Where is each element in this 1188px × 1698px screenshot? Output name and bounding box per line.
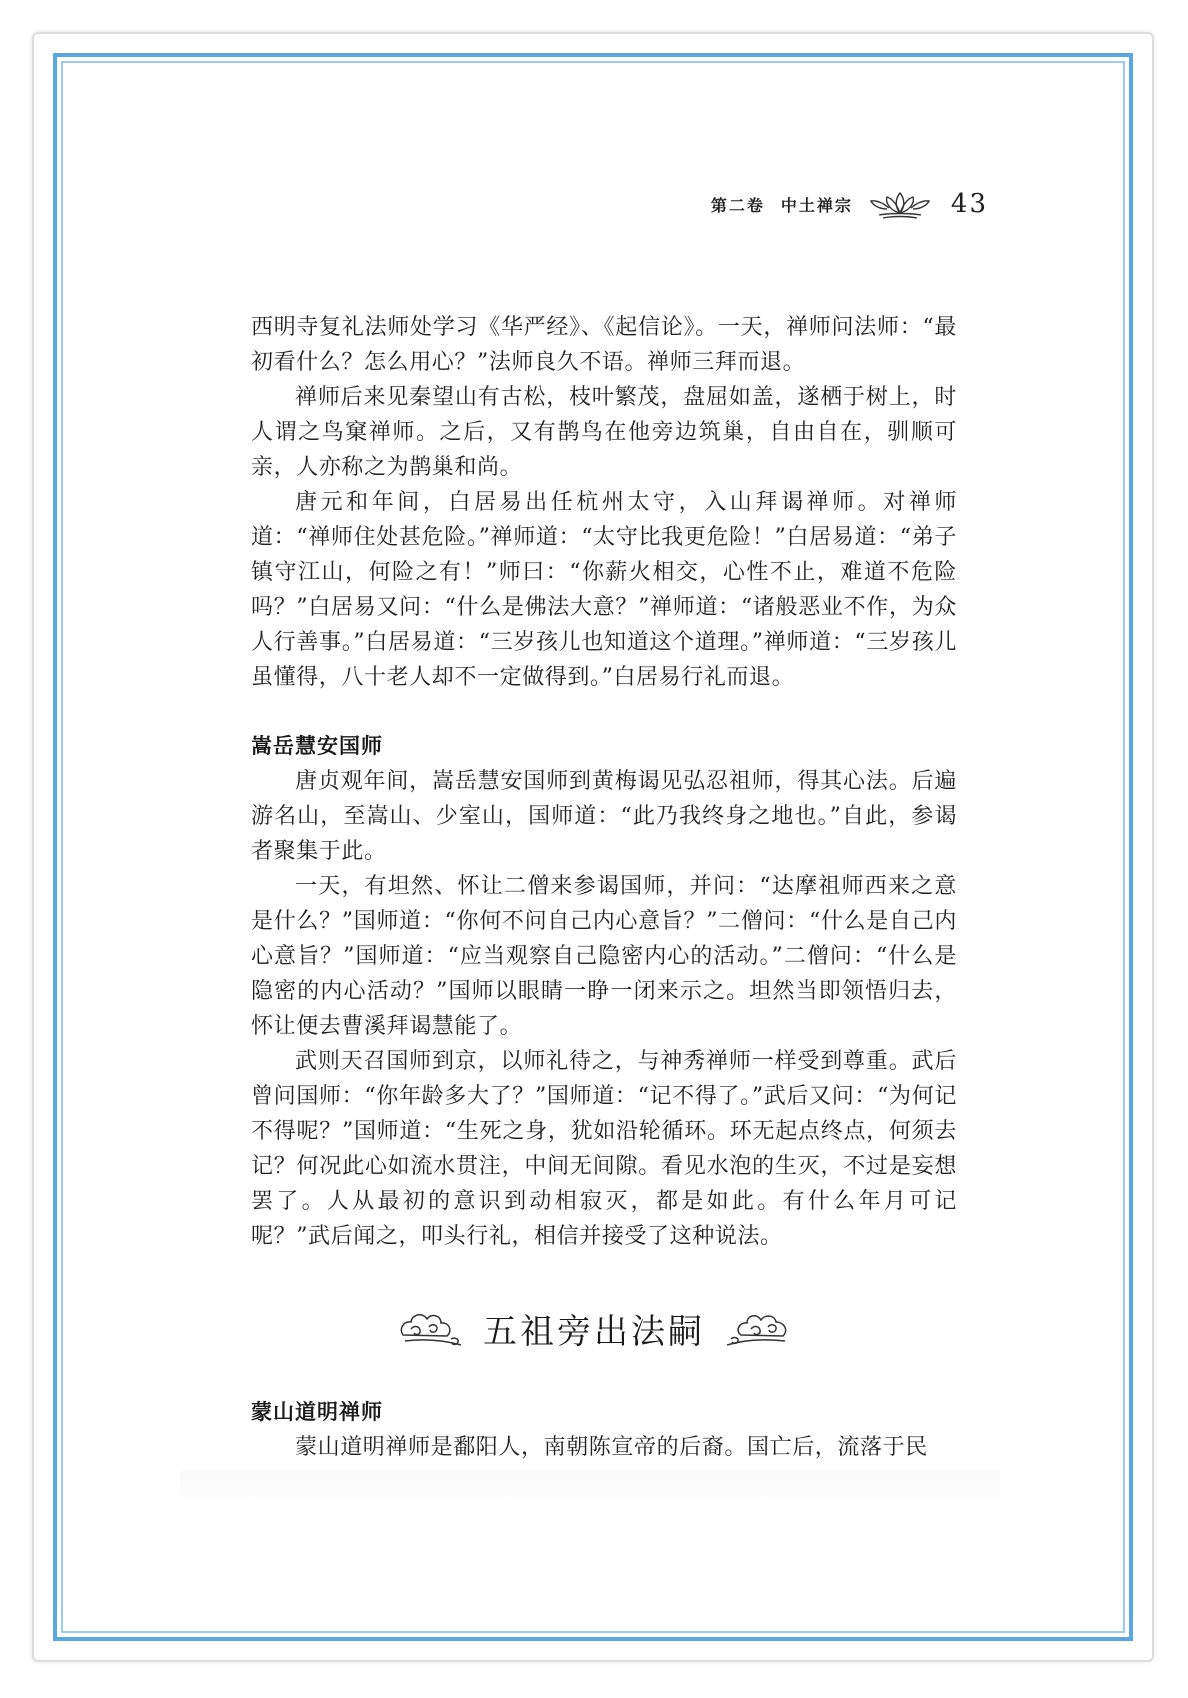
page-number: 43 (950, 189, 988, 219)
entry-heading: 嵩岳慧安国师 (251, 734, 383, 758)
paragraph: 禅师后来见秦望山有古松，枝叶繁茂，盘屈如盖，遂栖于树上，时人谓之鸟窠禅师。之后，又有鹊鸟在他旁边筑巢，自由自在，驯顺可亲，人亦称之为鹊巢和尚。 (251, 385, 957, 480)
lotus-icon (869, 187, 931, 221)
paragraph: 西明寺复礼法师处学习《华严经》、《起信论》。一天，禅师问法师：“最初看什么？怎么用心？”法师良久不语。禅师三拜而退。 (251, 315, 957, 375)
paragraph: 蒙山道明禅师是鄱阳人，南朝陈宣帝的后裔。国亡后，流落于民 (295, 1435, 928, 1460)
header-volume: 第二卷 (710, 195, 765, 215)
scan-shadow (180, 1470, 1000, 1510)
body-text-block-1 (251, 310, 957, 695)
cloud-ornament-icon (395, 1305, 465, 1351)
paragraph: 武则天召国师到京，以师礼待之，与神秀禅师一样受到尊重。武后曾问国师：“你年龄多大了？”国师道：“记不得了。”武后又问：“为何记不得呢？”国师道：“生死之身，犹如沿轮循环。环无起点终点，何须去记？何况此心如流水贯注，中间无间隙。看见水泡的生灭，不过是妄想罢了。人从最初的意识到动相寂灭，都是如此。有什么年月可记呢？”武后闻之，叩头行礼，相信并接受了这种说法。 (251, 1049, 957, 1249)
section-title-row (0, 1298, 1188, 1358)
section-title: 五祖旁出法嗣 (483, 1311, 705, 1352)
paragraph: 唐贞观年间，嵩岳慧安国师到黄梅谒见弘忍祖师，得其心法。后遍游名山，至嵩山、少室山，国师道：“此乃我终身之地也。”自此，参谒者聚集于此。 (251, 769, 957, 864)
entry-heading: 蒙山道明禅师 (251, 1400, 383, 1424)
running-header (711, 184, 988, 224)
header-section: 中土禅宗 (780, 195, 853, 215)
cloud-ornament-icon (723, 1305, 793, 1351)
paragraph: 一天，有坦然、怀让二僧来参谒国师，并问：“达摩祖师西来之意是什么？”国师道：“你何不问自己内心意旨？”二僧问：“什么是自己内心意旨？”国师道：“应当观察自己隐密内心的活动。”二僧问：“什么是隐密的内心活动？”国师以眼睛一睁一闭来示之。坦然当即领悟归去，怀让便去曹溪拜谒慧能了。 (251, 874, 957, 1039)
paragraph: 唐元和年间，白居易出任杭州太守，入山拜谒禅师。对禅师道：“禅师住处甚危险。”禅师道：“太守比我更危险！”白居易道：“弟子镇守江山，何险之有！”师曰：“你薪火相交，心性不止，难道不危险吗？”白居易又问：“什么是佛法大意？”禅师道：“诸般恶业不作，为众人行善事。”白居易道：“三岁孩儿也知道这个道理。”禅师道：“三岁孩儿虽懂得，八十老人却不一定做得到。”白居易行礼而退。 (251, 490, 957, 690)
body-text-block-2 (251, 764, 957, 1254)
body-text-block-3 (251, 1430, 957, 1465)
